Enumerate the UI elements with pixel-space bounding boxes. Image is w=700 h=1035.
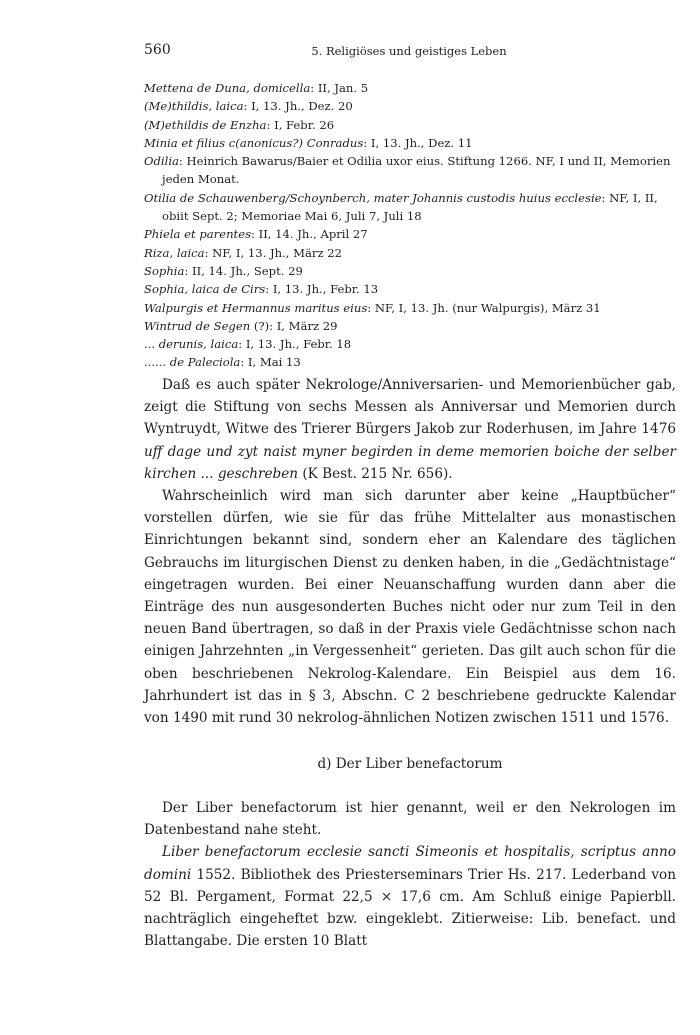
list-item: Phiela et parentes: II, 14. Jh., April 27: [144, 227, 368, 242]
list-item: Walpurgis et Hermannus maritus eius: NF, I, 13. Jh. (nur Walpurgis), März 31: [144, 300, 601, 315]
body-text-section: [144, 374, 676, 729]
paragraph: Liber benefactorum ecclesie sancti Simeonis et hospitalis, scriptus anno domini 1552. Bibliothek des Priesterseminars Trier Hs. 217. Lederband von 52 Bl. Pergament, Format 22,5 × 17,6 cm. Am Schluß einige Papierbll. nachträglich eingeheftet bzw. eingeklebt. Zitierweise: Lib. benefact. und Blattangabe. Die ersten 10 Blatt: [144, 844, 676, 950]
list-item: ... derunis, laica: I, 13. Jh., Febr. 18: [144, 337, 352, 352]
list-item: Riza, laica: NF, I, 13. Jh., März 22: [144, 245, 343, 260]
list-item: ...... de Paleciola: I, Mai 13: [144, 355, 301, 370]
page-number: 560: [144, 42, 171, 58]
list-item: Wintrud de Segen (?): I, März 29: [144, 318, 338, 333]
paragraph: Daß es auch später Nekrologe/Anniversarien- und Memorienbücher gab, zeigt die Stiftung von sechs Messen als Anniversar und Memorien durch Wyntruydt, Witwe des Trierer Bürgers Jakob zur Roderhusen, im Jahre 1476 uff dage und zyt naist myner begirden in deme memorien boiche der selber kirchen ... geschreben (K Best. 215 Nr. 656).: [144, 377, 676, 482]
list-item: (Me)thildis, laica: I, 13. Jh., Dez. 20: [144, 99, 353, 114]
list-item: (M)ethildis de Enzha: I, Febr. 26: [144, 117, 335, 132]
necrology-entry-list: [144, 79, 676, 372]
list-item: Sophia, laica de Cirs: I, 13. Jh., Febr. 13: [144, 282, 379, 297]
list-item: Mettena de Duna, domicella: II, Jan. 5: [144, 81, 369, 95]
paragraph: Wahrscheinlich wird man sich darunter aber keine „Hauptbücher“ vorstellen dürfen, wie sie für das frühe Mittelalter aus monastischen Einrichtungen bekannt sind, sondern eher an Kalendare des täglichen Gebrauchs im liturgischen Dienst zu denken haben, in die „Gedächtnistage“ eingetragen wurden. Bei einer Neuanschaffung wurden dann aber die Einträge des nun ausgesonderten Buches nicht oder nur zum Teil in den neuen Band übertragen, so daß in der Praxis viele Gedächtnisse schon nach einigen Jahrzehnten „in Vergessenheit“ gerieten. Das gilt auch schon für die oben beschriebenen Nekrolog-Kalendare. Ein Beispiel aus dem 16. Jahrhundert ist das in § 3, Abschn. C 2 beschriebene gedruckte Kalendar von 1490 mit rund 30 nekrolog-ähnlichen Notizen zwischen 1511 und 1576.: [144, 488, 676, 727]
list-item: Minia et filius c(anonicus?) Conradus: I, 13. Jh., Dez. 11: [144, 135, 473, 150]
section-heading: d) Der Liber benefactorum: [317, 756, 503, 772]
book-title: Liber benefactorum ecclesie sancti Simeonis et hospitalis, scriptus anno domini: [144, 844, 676, 883]
running-title: 5. Religiöses und geistiges Leben: [311, 44, 507, 58]
list-item: Sophia: II, 14. Jh., Sept. 29: [144, 263, 303, 278]
list-item: Odilia: Heinrich Bawarus/Baier et Odilia uxor eius. Stiftung 1266. NF, I und II, Memorien jeden Monat.: [144, 154, 671, 187]
page-header: [144, 42, 674, 62]
quotation: uff dage und zyt naist myner begirden in deme memorien boiche der selber kirchen ... geschreben: [144, 443, 676, 482]
body-text-section: [144, 797, 676, 952]
paragraph: Der Liber benefactorum ist hier genannt, weil er den Nekrologen im Datenbestand nahe steht.: [144, 800, 676, 839]
list-item: Otilia de Schauwenberg/Schoynberch, mater Johannis custodis huius ecclesie: NF, I, II, obiit Sept. 2; Memoriae Mai 6, Juli 7, Juli 18: [144, 190, 658, 224]
